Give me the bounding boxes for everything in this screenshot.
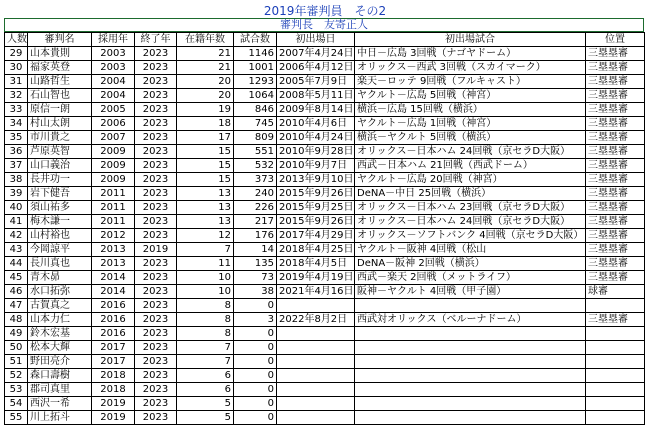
cell-debut-date[interactable]: 2015年9月25日 [277,201,355,215]
cell-years[interactable]: 7 [177,243,234,257]
cell-name[interactable]: 市川貴之 [28,131,92,145]
cell-years[interactable]: 15 [177,145,234,159]
table-row [5,215,645,229]
cell-start-year[interactable]: 2004 [92,89,135,103]
cell-position[interactable]: 三塁塁審 [586,131,645,145]
cell-start-year[interactable]: 2019 [92,397,135,411]
cell-no[interactable]: 55 [5,411,28,425]
cell-name[interactable]: 岩下健吾 [28,187,92,201]
table-row [5,299,645,313]
cell-games[interactable]: 73 [234,271,277,285]
cell-debut-match[interactable] [355,341,586,355]
cell-years[interactable]: 10 [177,271,234,285]
cell-games[interactable]: 846 [234,103,277,117]
cell-end-year[interactable]: 2023 [135,173,177,187]
cell-debut-match[interactable]: 西武－日本ハム 21回戦（西武ドーム） [355,159,586,173]
cell-start-year[interactable]: 2013 [92,243,135,257]
cell-end-year[interactable]: 2023 [135,341,177,355]
cell-start-year[interactable]: 2017 [92,341,135,355]
col-header-name[interactable]: 審判名 [28,33,92,47]
cell-end-year[interactable]: 2023 [135,145,177,159]
cell-debut-date[interactable]: 2022年8月2日 [277,313,355,327]
cell-debut-match[interactable]: オリックス－日本ハム 24回戦（京セラD大阪） [355,145,586,159]
cell-name[interactable]: 山本貴則 [28,47,92,61]
cell-games[interactable]: 745 [234,117,277,131]
cell-debut-match[interactable]: 横浜－ヤクルト 5回戦（横浜） [355,131,586,145]
table-row [5,411,645,425]
table-row [5,159,645,173]
cell-games[interactable]: 0 [234,397,277,411]
cell-position[interactable] [586,369,645,383]
cell-name[interactable]: 山村裕也 [28,229,92,243]
cell-years[interactable]: 20 [177,89,234,103]
cell-debut-date[interactable] [277,411,355,425]
cell-position[interactable]: 三塁塁審 [586,201,645,215]
cell-years[interactable]: 15 [177,173,234,187]
header-row [5,33,645,47]
cell-position[interactable]: 三塁塁審 [586,159,645,173]
cell-debut-date[interactable]: 2008年5月11日 [277,89,355,103]
cell-years[interactable]: 19 [177,103,234,117]
cell-debut-date[interactable]: 2015年9月26日 [277,215,355,229]
cell-end-year[interactable]: 2023 [135,327,177,341]
cell-end-year[interactable]: 2023 [135,355,177,369]
col-header-end-year[interactable]: 終了年 [135,33,177,47]
cell-games[interactable]: 176 [234,229,277,243]
cell-no[interactable]: 32 [5,89,28,103]
cell-end-year[interactable]: 2023 [135,229,177,243]
table-row [5,341,645,355]
cell-debut-date[interactable] [277,383,355,397]
cell-debut-date[interactable]: 2015年9月26日 [277,187,355,201]
cell-debut-match[interactable] [355,327,586,341]
cell-no[interactable]: 51 [5,355,28,369]
cell-end-year[interactable]: 2023 [135,285,177,299]
cell-years[interactable]: 18 [177,117,234,131]
table-row [5,145,645,159]
cell-no[interactable]: 48 [5,313,28,327]
cell-no[interactable]: 37 [5,159,28,173]
cell-debut-date[interactable]: 2010年4月24日 [277,131,355,145]
cell-end-year[interactable]: 2023 [135,299,177,313]
cell-position[interactable] [586,327,645,341]
cell-years[interactable]: 10 [177,285,234,299]
cell-no[interactable]: 34 [5,117,28,131]
cell-debut-date[interactable]: 2009年8月14日 [277,103,355,117]
cell-debut-date[interactable]: 2010年9月7日 [277,159,355,173]
cell-years[interactable]: 5 [177,397,234,411]
table-row [5,75,645,89]
cell-debut-match[interactable]: DeNA－中日 25回戦（横浜） [355,187,586,201]
cell-start-year[interactable]: 2005 [92,103,135,117]
cell-end-year[interactable]: 2023 [135,187,177,201]
cell-position[interactable] [586,341,645,355]
cell-end-year[interactable]: 2023 [135,369,177,383]
cell-debut-date[interactable]: 2018年4月5日 [277,257,355,271]
cell-name[interactable]: 西沢一希 [28,397,92,411]
cell-years[interactable]: 21 [177,61,234,75]
cell-debut-match[interactable]: 中日－広島 3回戦（ナゴヤドーム） [355,47,586,61]
cell-end-year[interactable]: 2023 [135,397,177,411]
cell-debut-match[interactable] [355,383,586,397]
cell-games[interactable]: 217 [234,215,277,229]
cell-end-year[interactable]: 2023 [135,383,177,397]
cell-debut-match[interactable]: オリックス－西武 3回戦（スカイマーク） [355,61,586,75]
cell-name[interactable]: 山本力仁 [28,313,92,327]
cell-start-year[interactable]: 2004 [92,75,135,89]
cell-debut-date[interactable] [277,369,355,383]
cell-games[interactable]: 14 [234,243,277,257]
cell-games[interactable]: 0 [234,327,277,341]
cell-position[interactable]: 三塁塁審 [586,117,645,131]
col-header-no[interactable]: 人数 [5,33,28,47]
cell-end-year[interactable]: 2019 [135,243,177,257]
cell-start-year[interactable]: 2011 [92,187,135,201]
cell-years[interactable]: 8 [177,327,234,341]
cell-no[interactable]: 41 [5,215,28,229]
cell-position[interactable]: 三塁塁審 [586,215,645,229]
table-row [5,131,645,145]
cell-games[interactable]: 38 [234,285,277,299]
cell-name[interactable]: 須山祐多 [28,201,92,215]
cell-debut-match[interactable] [355,369,586,383]
cell-start-year[interactable]: 2003 [92,47,135,61]
cell-no[interactable]: 39 [5,187,28,201]
cell-years[interactable]: 13 [177,201,234,215]
cell-no[interactable]: 47 [5,299,28,313]
cell-end-year[interactable]: 2023 [135,131,177,145]
cell-start-year[interactable]: 2019 [92,411,135,425]
cell-position[interactable]: 三塁塁審 [586,47,645,61]
table-row [5,397,645,411]
cell-no[interactable]: 30 [5,61,28,75]
table-row [5,47,645,61]
cell-position[interactable]: 三塁塁審 [586,313,645,327]
cell-start-year[interactable]: 2003 [92,61,135,75]
cell-debut-date[interactable]: 2010年9月28日 [277,145,355,159]
cell-no[interactable]: 31 [5,75,28,89]
cell-start-year[interactable]: 2011 [92,215,135,229]
cell-start-year[interactable]: 2006 [92,117,135,131]
cell-debut-match[interactable]: オリックス－ソフトバンク 4回戦（京セラD大阪） [355,229,586,243]
cell-no[interactable]: 46 [5,285,28,299]
cell-start-year[interactable]: 2009 [92,145,135,159]
table-row [5,61,645,75]
cell-name[interactable]: 村山太朗 [28,117,92,131]
col-header-position[interactable]: 位置 [586,33,645,47]
cell-start-year[interactable]: 2009 [92,159,135,173]
cell-end-year[interactable]: 2023 [135,159,177,173]
col-header-debut-match[interactable]: 初出場試合 [355,33,586,47]
col-header-start-year[interactable]: 採用年 [92,33,135,47]
cell-position[interactable]: 三塁塁審 [586,61,645,75]
table-row [5,89,645,103]
cell-name[interactable]: 古賀真之 [28,299,92,313]
cell-position[interactable]: 三塁塁審 [586,173,645,187]
cell-debut-date[interactable]: 2006年4月12日 [277,61,355,75]
table-row [5,187,645,201]
cell-start-year[interactable]: 2017 [92,355,135,369]
cell-debut-match[interactable]: 横浜－広島 15回戦（横浜） [355,103,586,117]
sheet-subtitle[interactable]: 審判長 友寄正人 [4,18,644,32]
cell-years[interactable]: 7 [177,341,234,355]
cell-name[interactable]: 今岡諒平 [28,243,92,257]
cell-debut-date[interactable]: 2018年4月25日 [277,243,355,257]
cell-no[interactable]: 35 [5,131,28,145]
cell-name[interactable]: 長井功一 [28,173,92,187]
cell-position[interactable]: 三塁塁審 [586,103,645,117]
cell-years[interactable]: 8 [177,299,234,313]
cell-debut-match[interactable]: 阪神－ヤクルト 4回戦（甲子園） [355,285,586,299]
cell-position[interactable] [586,397,645,411]
cell-debut-date[interactable]: 2021年4月16日 [277,285,355,299]
cell-games[interactable]: 0 [234,383,277,397]
cell-position[interactable] [586,355,645,369]
cell-debut-date[interactable] [277,299,355,313]
cell-end-year[interactable]: 2023 [135,271,177,285]
cell-end-year[interactable]: 2023 [135,201,177,215]
cell-position[interactable]: 三塁塁審 [586,229,645,243]
cell-end-year[interactable]: 2023 [135,313,177,327]
cell-start-year[interactable]: 2018 [92,369,135,383]
cell-name[interactable]: 芦原英智 [28,145,92,159]
cell-debut-date[interactable]: 2019年4月19日 [277,271,355,285]
cell-debut-match[interactable]: 楽天－ロッテ 9回戦（フルキャスト） [355,75,586,89]
cell-years[interactable]: 11 [177,257,234,271]
cell-name[interactable]: 郡司真里 [28,383,92,397]
cell-no[interactable]: 50 [5,341,28,355]
cell-name[interactable]: 石山智也 [28,89,92,103]
cell-end-year[interactable]: 2023 [135,47,177,61]
cell-start-year[interactable]: 2014 [92,271,135,285]
cell-debut-match[interactable] [355,299,586,313]
cell-name[interactable]: 山路哲生 [28,75,92,89]
cell-name[interactable]: 水口拓弥 [28,285,92,299]
cell-games[interactable]: 0 [234,341,277,355]
cell-games[interactable]: 3 [234,313,277,327]
cell-years[interactable]: 5 [177,411,234,425]
cell-debut-date[interactable] [277,327,355,341]
cell-start-year[interactable]: 2011 [92,201,135,215]
table-row [5,285,645,299]
cell-start-year[interactable]: 2013 [92,257,135,271]
cell-debut-date[interactable] [277,397,355,411]
cell-position[interactable]: 三塁塁審 [586,243,645,257]
cell-name[interactable]: 川上拓斗 [28,411,92,425]
cell-name[interactable]: 原信一朗 [28,103,92,117]
table-row [5,257,645,271]
cell-debut-match[interactable] [355,411,586,425]
cell-games[interactable]: 373 [234,173,277,187]
cell-no[interactable]: 43 [5,243,28,257]
cell-position[interactable]: 三塁塁審 [586,145,645,159]
cell-name[interactable]: 福家英登 [28,61,92,75]
cell-debut-match[interactable]: DeNA－阪神 2回戦（横浜） [355,257,586,271]
cell-start-year[interactable]: 2007 [92,131,135,145]
sheet-title: 2019年審判員 その2 [263,4,387,18]
cell-start-year[interactable]: 2018 [92,383,135,397]
cell-end-year[interactable]: 2023 [135,215,177,229]
cell-position[interactable]: 球審 [586,285,645,299]
cell-no[interactable]: 40 [5,201,28,215]
cell-no[interactable]: 42 [5,229,28,243]
cell-name[interactable]: 長川真也 [28,257,92,271]
table-row [5,229,645,243]
cell-games[interactable]: 1293 [234,75,277,89]
cell-name[interactable]: 野田亮介 [28,355,92,369]
cell-start-year[interactable]: 2016 [92,313,135,327]
cell-no[interactable]: 38 [5,173,28,187]
cell-debut-date[interactable]: 2005年7月9日 [277,75,355,89]
cell-end-year[interactable]: 2023 [135,411,177,425]
cell-years[interactable]: 7 [177,355,234,369]
cell-debut-match[interactable]: 西武対オリックス（ベルーナドーム） [355,313,586,327]
cell-position[interactable]: 三塁塁審 [586,89,645,103]
cell-end-year[interactable]: 2023 [135,61,177,75]
cell-name[interactable]: 青木昴 [28,271,92,285]
cell-end-year[interactable]: 2023 [135,75,177,89]
cell-games[interactable]: 1001 [234,61,277,75]
cell-name[interactable]: 梅木謙一 [28,215,92,229]
cell-games[interactable]: 0 [234,355,277,369]
cell-name[interactable]: 松本大輝 [28,341,92,355]
table-row [5,201,645,215]
col-header-debut-date[interactable]: 初出場日 [277,33,355,47]
table-row [5,313,645,327]
cell-debut-date[interactable]: 2007年4月24日 [277,47,355,61]
col-header-years[interactable]: 在籍年数 [177,33,234,47]
cell-no[interactable]: 29 [5,47,28,61]
cell-years[interactable]: 13 [177,215,234,229]
cell-no[interactable]: 49 [5,327,28,341]
cell-games[interactable]: 240 [234,187,277,201]
umpire-table [4,32,645,425]
table-row [5,271,645,285]
cell-debut-match[interactable]: 西武－楽天 2回戦（メットライフ） [355,271,586,285]
cell-start-year[interactable]: 2012 [92,229,135,243]
cell-games[interactable]: 809 [234,131,277,145]
cell-no[interactable]: 44 [5,257,28,271]
cell-years[interactable]: 6 [177,369,234,383]
cell-years[interactable]: 12 [177,229,234,243]
cell-no[interactable]: 33 [5,103,28,117]
table-row [5,327,645,341]
table-row [5,383,645,397]
cell-games[interactable]: 1146 [234,47,277,61]
cell-position[interactable] [586,299,645,313]
cell-no[interactable]: 52 [5,369,28,383]
cell-games[interactable]: 532 [234,159,277,173]
cell-years[interactable]: 17 [177,131,234,145]
cell-end-year[interactable]: 2023 [135,103,177,117]
cell-games[interactable]: 226 [234,201,277,215]
cell-debut-date[interactable] [277,341,355,355]
cell-games[interactable]: 0 [234,299,277,313]
cell-end-year[interactable]: 2023 [135,89,177,103]
table-row [5,117,645,131]
table-row [5,355,645,369]
cell-start-year[interactable]: 2009 [92,173,135,187]
cell-debut-match[interactable]: ヤクルト－阪神 4回戦（松山 [355,243,586,257]
cell-start-year[interactable]: 2016 [92,327,135,341]
cell-name[interactable]: 鈴木宏基 [28,327,92,341]
cell-debut-date[interactable]: 2010年4月6日 [277,117,355,131]
cell-end-year[interactable]: 2023 [135,117,177,131]
cell-name[interactable]: 山口義治 [28,159,92,173]
cell-years[interactable]: 15 [177,159,234,173]
cell-debut-match[interactable]: ヤクルト－広島 5回戦（神宮） [355,89,586,103]
col-header-games[interactable]: 試合数 [234,33,277,47]
cell-debut-date[interactable] [277,355,355,369]
cell-start-year[interactable]: 2014 [92,285,135,299]
cell-position[interactable]: 三塁塁審 [586,75,645,89]
cell-debut-match[interactable] [355,397,586,411]
cell-debut-date[interactable]: 2013年9月10日 [277,173,355,187]
table-row [5,243,645,257]
cell-no[interactable]: 45 [5,271,28,285]
cell-no[interactable]: 36 [5,145,28,159]
cell-years[interactable]: 6 [177,383,234,397]
cell-debut-match[interactable]: オリックス－日本ハム 24回戦（京セラD大阪） [355,215,586,229]
cell-position[interactable] [586,383,645,397]
cell-name[interactable]: 森口壽樹 [28,369,92,383]
table-row [5,173,645,187]
cell-no[interactable]: 53 [5,383,28,397]
cell-debut-match[interactable]: オリックス－日本ハム 23回戦（京セラD大阪） [355,201,586,215]
cell-no[interactable]: 54 [5,397,28,411]
cell-games[interactable]: 0 [234,411,277,425]
cell-position[interactable]: 三塁塁審 [586,271,645,285]
cell-start-year[interactable]: 2016 [92,299,135,313]
cell-games[interactable]: 135 [234,257,277,271]
table-row [5,103,645,117]
cell-position[interactable] [586,411,645,425]
table-row [5,369,645,383]
cell-debut-match[interactable]: ヤクルト－広島 20回戦（神宮） [355,173,586,187]
cell-debut-match[interactable]: ヤクルト－広島 1回戦（神宮） [355,117,586,131]
cell-years[interactable]: 8 [177,313,234,327]
cell-end-year[interactable]: 2023 [135,257,177,271]
cell-years[interactable]: 13 [177,187,234,201]
cell-years[interactable]: 21 [177,47,234,61]
cell-games[interactable]: 0 [234,369,277,383]
cell-debut-date[interactable]: 2017年4月29日 [277,229,355,243]
cell-debut-match[interactable] [355,355,586,369]
cell-years[interactable]: 20 [177,75,234,89]
cell-position[interactable]: 三塁塁審 [586,187,645,201]
cell-position[interactable]: 三塁塁審 [586,257,645,271]
cell-games[interactable]: 1064 [234,89,277,103]
cell-games[interactable]: 551 [234,145,277,159]
